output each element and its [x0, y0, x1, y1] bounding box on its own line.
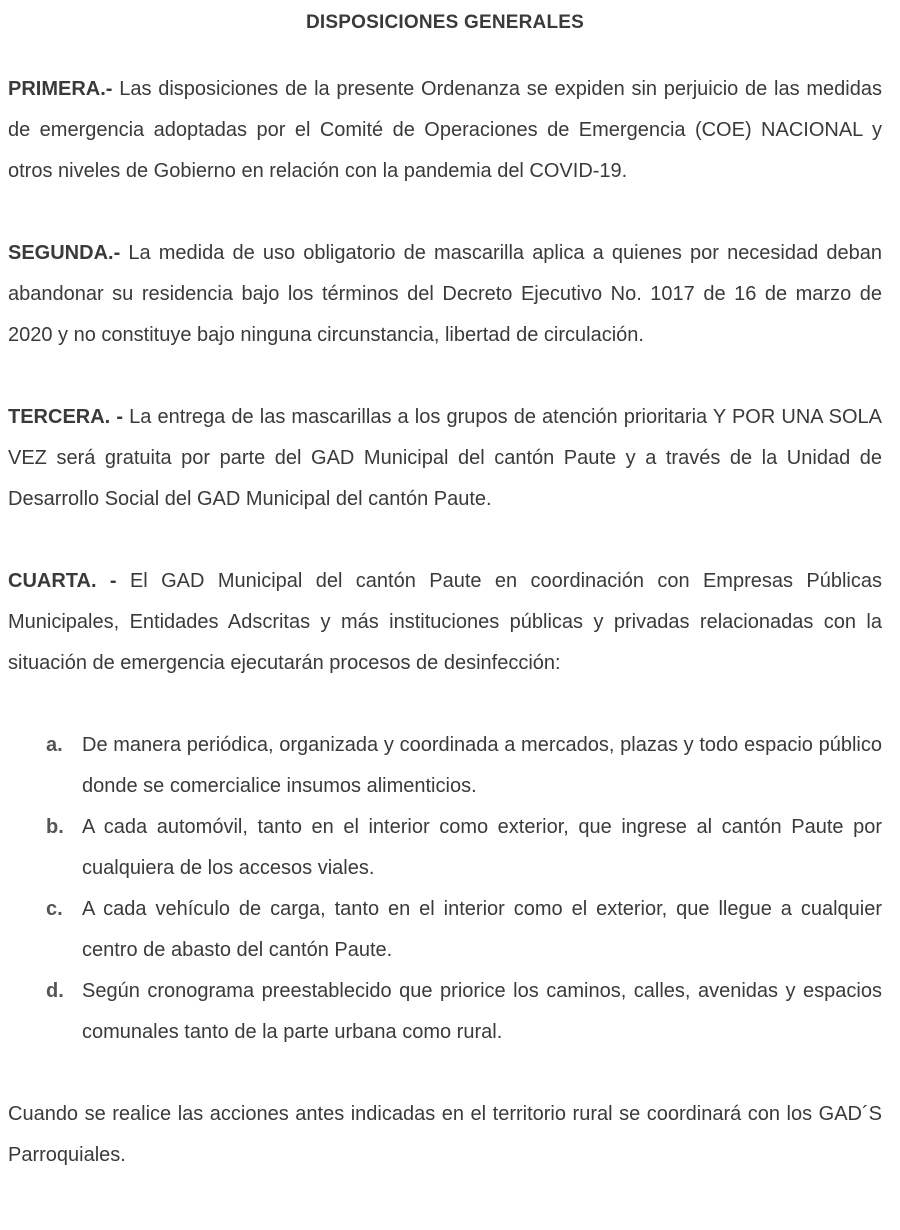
list-item-text: Según cronograma preestablecido que priorice los caminos, calles, avenidas y espacios comunales tanto de la parte urbana como rural.	[82, 980, 882, 1043]
list-marker: a.	[46, 734, 63, 756]
list-item	[46, 807, 882, 889]
list-marker: c.	[46, 898, 63, 920]
paragraph-lead: CUARTA. -	[8, 570, 117, 592]
paragraph-lead: SEGUNDA.-	[8, 242, 121, 264]
paragraph-text: La entrega de las mascarillas a los grupos de atención prioritaria Y POR UNA SOLA VEZ será gratuita por parte del GAD Municipal del cantón Paute y a través de la Unidad de Desarrollo Social del GAD Municipal del cantón Paute.	[8, 406, 882, 510]
paragraph-text: La medida de uso obligatorio de mascarilla aplica a quienes por necesidad deban abandonar su residencia bajo los términos del Decreto Ejecutivo No. 1017 de 16 de marzo de 2020 y no constituye bajo ninguna circunstancia, libertad de circulación.	[8, 242, 882, 346]
paragraph-text: Las disposiciones de la presente Ordenanza se expiden sin perjuicio de las medidas de emergencia adoptadas por el Comité de Operaciones de Emergencia (COE) NACIONAL y otros niveles de Gobierno en relación con la pandemia del COVID-19.	[8, 78, 882, 182]
closing-paragraph: Cuando se realice las acciones antes indicadas en el territorio rural se coordinará con los GAD´S Parroquiales.	[8, 1103, 882, 1166]
list-item-text: A cada automóvil, tanto en el interior como exterior, que ingrese al cantón Paute por cualquiera de los accesos viales.	[82, 816, 882, 879]
list-item-text: De manera periódica, organizada y coordinada a mercados, plazas y todo espacio público donde se comercialice insumos alimenticios.	[82, 734, 882, 797]
list-item-text: A cada vehículo de carga, tanto en el interior como el exterior, que llegue a cualquier centro de abasto del cantón Paute.	[82, 898, 882, 961]
paragraph-primera	[8, 69, 882, 192]
list-marker: b.	[46, 816, 64, 838]
list-item	[46, 725, 882, 807]
paragraph-lead: TERCERA. -	[8, 406, 123, 428]
paragraph-cuarta	[8, 561, 882, 684]
document-title: DISPOSICIONES GENERALES	[305, 12, 585, 33]
paragraph-lead: PRIMERA.-	[8, 78, 113, 100]
paragraph-segunda	[8, 233, 882, 356]
list-item	[46, 889, 882, 971]
paragraph-text: El GAD Municipal del cantón Paute en coordinación con Empresas Públicas Municipales, Entidades Adscritas y más instituciones públicas y privadas relacionadas con la situación de emergencia ejecutarán procesos de desinfección:	[8, 570, 882, 674]
list-item	[46, 971, 882, 1053]
disinfection-list	[8, 725, 882, 1053]
list-marker: d.	[46, 980, 64, 1002]
paragraph-tercera	[8, 397, 882, 520]
